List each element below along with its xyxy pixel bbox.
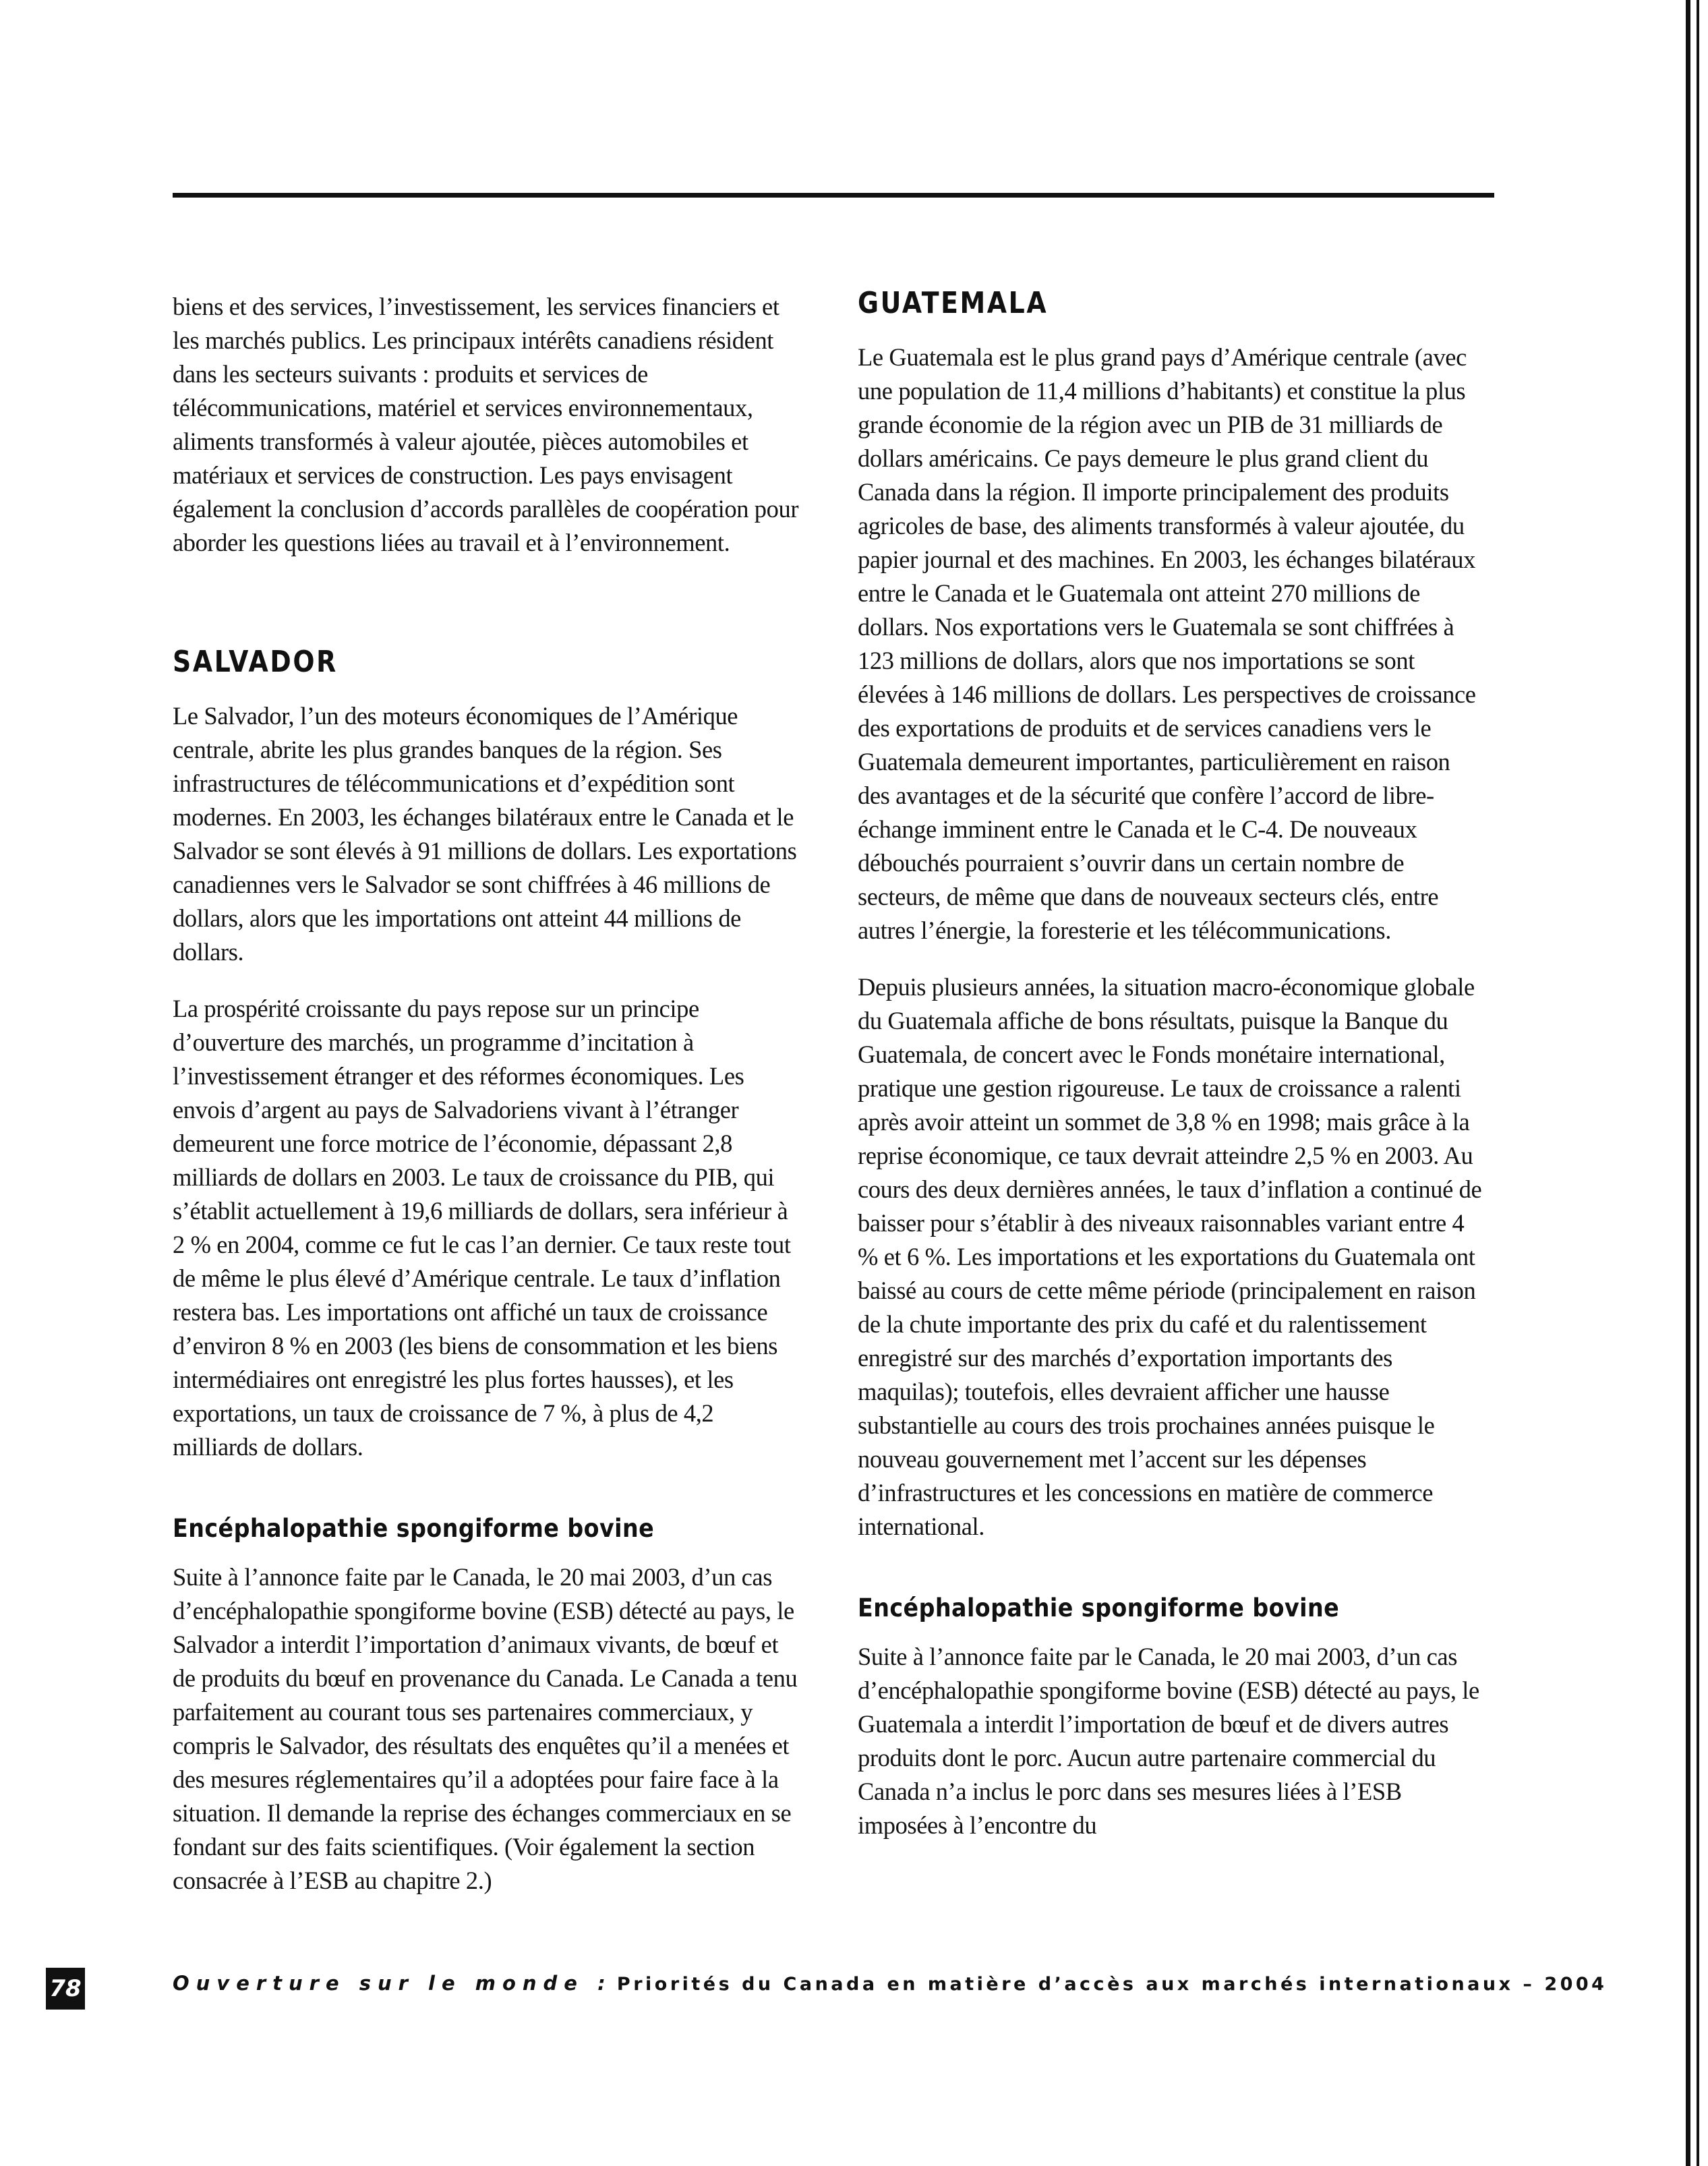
guatemala-paragraph-1: Le Guatemala est le plus grand pays d’Amérique centrale (avec une population de 11,4 millions d’habitants) et constitue la plus grande économie de la région avec un PIB de 31 milliards de dollars américains. Ce pays demeure le plus grand client du Canada dans la région. Il importe principalement des produits agricoles de base, des aliments transformés à valeur ajoutée, du papier journal et des machines. En 2003, les échanges bilatéraux entre le Canada et le Guatemala ont atteint 270 millions de dollars. Nos exportations vers le Guatemala se sont chiffrées à 123 millions de dollars, alors que nos importations se sont élevées à 146 millions de dollars. Les perspectives de croissance des exportations de produits et de services canadiens vers le Guatemala demeurent importantes, particulièrement en raison des avantages et de la sécurité que confère l’accord de libre-échange imminent entre le Canada et le C-4. De nouveaux débouchés pourraient s’ouvrir dans un certain nombre de secteurs, de même que dans de nouveaux secteurs clés, entre autres l’énergie, la foresterie et les télécommunications. (858, 343, 1476, 944)
scan-edge-line (1686, 0, 1690, 2166)
footer-title-rest: Priorités du Canada en matière d’accès aux marchés internationaux – 2004 (616, 1974, 1608, 1995)
scan-edge-line-thin (1697, 0, 1699, 2166)
footer-title-italic: Ouverture sur le monde : (173, 1972, 612, 1995)
running-footer (173, 1972, 1607, 1995)
salvador-esb-heading: Encéphalopathie spongiforme bovine (173, 1514, 655, 1543)
header-rule (173, 193, 1494, 198)
left-column (173, 290, 800, 1921)
guatemala-esb-heading: Encéphalopathie spongiforme bovine (858, 1593, 1340, 1622)
guatemala-esb-paragraph: Suite à l’annonce faite par le Canada, le 20 mai 2003, d’un cas d’encéphalopathie spongiforme bovine (ESB) détecté au pays, le Guatemala a interdit l’importation de bœuf et de divers autres produits dont le porc. Aucun autre partenaire commercial du Canada n’a inclus le porc dans ses mesures liées à l’ESB imposées à l’encontre du (858, 1643, 1479, 1839)
guatemala-heading: GUATEMALA (858, 286, 1049, 320)
guatemala-paragraph-2: Depuis plusieurs années, la situation macro-économique globale du Guatemala affiche de bons résultats, puisque la Banque du Guatemala, de concert avec le Fonds monétaire international, pratique une gestion rigoureuse. Le taux de croissance a ralenti après avoir atteint un sommet de 3,8 % en 1998; mais grâce à la reprise économique, ce taux devrait atteindre 2,5 % en 2003. Au cours des deux dernières années, le taux d’inflation a continué de baisser pour s’établir à des niveaux raisonnables variant entre 4 % et 6 %. Les importations et les exportations du Guatemala ont baissé au cours de cette même période (principalement en raison de la chute importante des prix du café et du ralentissement enregistré sur des marchés d’exportation importants des maquilas); toutefois, elles devraient afficher une hausse substantielle au cours des trois prochaines années puisque le nouveau gouvernement met l’accent sur les dépenses d’infrastructures et les concessions en matière de commerce international. (858, 973, 1482, 1540)
intro-paragraph: biens et des services, l’investissement, les services financiers et les marchés publics. Les principaux intérêts canadiens résident dans les secteurs suivants : produits et services de télécommunications, matériel et services environnementaux, aliments transformés à valeur ajoutée, pièces automobiles et matériaux et services de construction. Les pays envisagent également la conclusion d’accords parallèles de coopération pour aborder les questions liées au travail et à l’environnement. (173, 293, 799, 556)
salvador-heading: SALVADOR (173, 645, 338, 679)
page-number: 78 (46, 1968, 85, 2010)
salvador-paragraph-1: Le Salvador, l’un des moteurs économiques de l’Amérique centrale, abrite les plus grandes banques de la région. Ses infrastructures de télécommunications et d’expédition sont modernes. En 2003, les échanges bilatéraux entre le Canada et le Salvador se sont élevés à 91 millions de dollars. Les exportations canadiennes vers le Salvador se sont chiffrées à 46 millions de dollars, alors que les importations ont atteint 44 millions de dollars. (173, 702, 797, 966)
right-column (858, 286, 1486, 1865)
salvador-esb-paragraph: Suite à l’annonce faite par le Canada, le 20 mai 2003, d’un cas d’encéphalopathie spongiforme bovine (ESB) détecté au pays, le Salvador a interdit l’importation d’animaux vivants, de bœuf et de produits du bœuf en provenance du Canada. Le Canada a tenu parfaitement au courant tous ses partenaires commerciaux, y compris le Salvador, des résultats des enquêtes qu’il a menées et des mesures réglementaires qu’il a adoptées pour faire face à la situation. Il demande la reprise des échanges commerciaux en se fondant sur des faits scientifiques. (Voir également la section consacrée à l’ESB au chapitre 2.) (173, 1563, 798, 1894)
salvador-paragraph-2: La prospérité croissante du pays repose sur un principe d’ouverture des marchés, un programme d’incitation à l’investissement étranger et des réformes économiques. Les envois d’argent au pays de Salvadoriens vivant à l’étranger demeurent une force motrice de l’économie, dépassant 2,8 milliards de dollars en 2003. Le taux de croissance du PIB, qui s’établit actuellement à 19,6 milliards de dollars, sera inférieur à 2 % en 2004, comme ce fut le cas l’an dernier. Ce taux reste tout de même le plus élevé d’Amérique centrale. Le taux d’inflation restera bas. Les importations ont affiché un taux de croissance d’environ 8 % en 2003 (les biens de consommation et les biens intermédiaires ont enregistré les plus fortes hausses), et les exportations, un taux de croissance de 7 %, à plus de 4,2 milliards de dollars. (173, 995, 791, 1461)
